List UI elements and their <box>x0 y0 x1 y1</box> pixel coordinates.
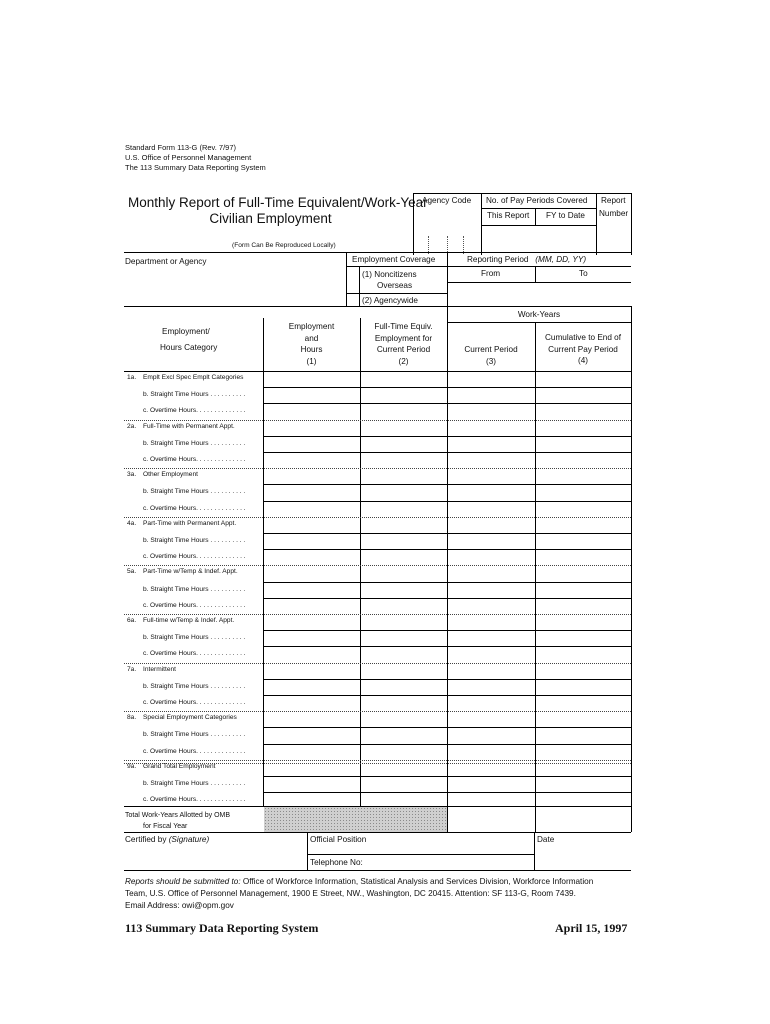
value-cell-col1[interactable] <box>264 696 359 710</box>
value-cell-col4[interactable] <box>536 421 630 435</box>
row-number: 6a. <box>127 617 137 624</box>
reproduce-note: (Form Can Be Reproduced Locally) <box>232 242 336 249</box>
fy-to-date-field[interactable] <box>536 226 595 254</box>
category-header-1: Employment/ <box>162 327 210 336</box>
value-cell-col2[interactable] <box>361 485 446 499</box>
value-cell-col1[interactable] <box>264 712 359 726</box>
value-cell-col4[interactable] <box>536 631 630 645</box>
value-cell-col1[interactable] <box>264 485 359 499</box>
value-cell-col1[interactable] <box>264 631 359 645</box>
value-cell-col2[interactable] <box>361 631 446 645</box>
straight-time-row: b. Straight Time Hours . . . . . . . . . . <box>143 780 246 787</box>
system-name: The 113 Summary Data Reporting System <box>125 163 266 172</box>
value-cell-col3[interactable] <box>448 728 534 742</box>
col1-header-4: (1) <box>306 356 317 366</box>
certified-by-label <box>125 835 209 844</box>
value-cell-col2[interactable] <box>361 372 446 386</box>
coverage-noncitizens-checkbox[interactable] <box>347 267 358 292</box>
value-cell-col3[interactable] <box>448 777 534 791</box>
value-cell-col3[interactable] <box>448 599 534 613</box>
this-report-label: This Report <box>487 211 530 220</box>
overtime-row: c. Overtime Hours. . . . . . . . . . . . . . <box>143 504 246 512</box>
value-cell-col1[interactable] <box>264 502 359 516</box>
value-cell-col3[interactable] <box>448 469 534 483</box>
value-cell-col2[interactable] <box>361 421 446 435</box>
overtime-row: c. Overtime Hours. . . . . . . . . . . . . . <box>143 407 246 415</box>
value-cell-col4[interactable] <box>536 615 630 629</box>
value-cell-col3[interactable] <box>448 712 534 726</box>
value-cell-col2[interactable] <box>361 761 446 775</box>
value-cell-col2[interactable] <box>361 550 446 564</box>
value-cell-col3[interactable] <box>448 388 534 402</box>
value-cell-col3[interactable] <box>448 453 534 467</box>
overtime-row: c. Overtime Hours. . . . . . . . . . . . . . <box>143 747 246 755</box>
overtime-row: c. Overtime Hours. . . . . . . . . . . . . . <box>143 553 246 561</box>
value-cell-col1[interactable] <box>264 421 359 435</box>
value-cell-col1[interactable] <box>264 469 359 483</box>
row-number: 7a. <box>127 665 137 673</box>
footer-date: April 15, 1997 <box>555 921 628 935</box>
row-label: Full-time w/Temp & Indef. Appt. <box>143 617 235 624</box>
col1-header-1: Employment <box>288 322 335 331</box>
row-label: Other Employment <box>143 471 198 479</box>
agency-code-label: Agency Code <box>422 196 472 205</box>
value-cell-col3[interactable] <box>448 502 534 516</box>
col1-header-3: Hours <box>300 345 323 354</box>
work-years-header: Work-Years <box>517 310 561 319</box>
value-cell-col4[interactable] <box>536 712 630 726</box>
value-cell-col1[interactable] <box>264 664 359 678</box>
value-cell-col2[interactable] <box>361 469 446 483</box>
value-cell-col4[interactable] <box>536 664 630 678</box>
certified-by-text: Certified by <box>125 835 167 844</box>
row-label: Emplt Excl Spec Emplt Categories <box>143 374 244 381</box>
overtime-row: c. Overtime Hours. . . . . . . . . . . . . . <box>143 601 246 609</box>
value-cell-col2[interactable] <box>361 728 446 742</box>
value-cell-col3[interactable] <box>448 404 534 418</box>
reporting-period-format: (MM, DD, YY) <box>535 255 587 264</box>
value-cell-col2[interactable] <box>361 777 446 791</box>
value-cell-col3[interactable] <box>448 680 534 694</box>
value-cell-col2[interactable] <box>361 680 446 694</box>
omb-label-2: for Fiscal Year <box>143 823 188 830</box>
value-cell-col3[interactable] <box>448 372 534 386</box>
row-number: 4a. <box>127 519 137 527</box>
submission-email: Email Address: owi@opm.gov <box>125 901 234 910</box>
value-cell-col1[interactable] <box>264 647 359 661</box>
value-cell-col1[interactable] <box>264 550 359 564</box>
value-cell-col4[interactable] <box>536 647 630 661</box>
value-cell-col2[interactable] <box>361 502 446 516</box>
value-cell-col1[interactable] <box>264 583 359 597</box>
value-cell-col4[interactable] <box>536 485 630 499</box>
submission-line1: Office of Workforce Information, Statistical Analysis and Services Division, Workforce Information <box>240 877 594 886</box>
col2-header-1: Full-Time Equiv. <box>374 322 433 331</box>
reporting-period-text: Reporting Period <box>467 255 529 264</box>
value-cell-col4[interactable] <box>536 728 630 742</box>
value-cell-col3[interactable] <box>448 647 534 661</box>
col2-header-4: (2) <box>398 356 409 366</box>
pay-periods-label: No. of Pay Periods Covered <box>486 196 588 205</box>
col4-header-1: Cumulative to End of <box>544 333 621 342</box>
submission-lead: Reports should be submitted to: <box>125 877 241 886</box>
value-cell-col4[interactable] <box>536 453 630 467</box>
value-cell-col2[interactable] <box>361 712 446 726</box>
straight-time-row: b. Straight Time Hours . . . . . . . . . . <box>143 634 246 642</box>
value-cell-col2[interactable] <box>361 534 446 548</box>
value-cell-col4[interactable] <box>536 680 630 694</box>
row-number: 1a. <box>127 374 137 381</box>
value-cell-col4[interactable] <box>536 502 630 516</box>
value-cell-col1[interactable] <box>264 777 359 791</box>
value-cell-col4[interactable] <box>536 777 630 791</box>
value-cell-col1[interactable] <box>264 388 359 402</box>
form-number: Standard Form 113-G (Rev. 7/97) <box>125 143 237 152</box>
straight-time-row: b. Straight Time Hours . . . . . . . . . . <box>143 439 246 447</box>
value-cell-col3[interactable] <box>448 631 534 645</box>
category-header-2: Hours Category <box>160 343 218 352</box>
value-cell-col1[interactable] <box>264 404 359 418</box>
value-cell-col3[interactable] <box>448 664 534 678</box>
row-number: 9a. <box>127 762 137 770</box>
row-label: Part-Time with Permanent Appt. <box>143 519 237 527</box>
value-cell-col4[interactable] <box>536 550 630 564</box>
value-cell-col2[interactable] <box>361 453 446 467</box>
fy-to-date-label: FY to Date <box>546 211 585 220</box>
straight-time-row: b. Straight Time Hours . . . . . . . . . . <box>143 391 246 399</box>
col1-header-2: and <box>304 333 319 343</box>
report-number-label: Report <box>601 196 626 205</box>
value-cell-col3[interactable] <box>448 421 534 435</box>
value-cell-col4[interactable] <box>536 372 630 386</box>
value-cell-col3[interactable] <box>448 534 534 548</box>
value-cell-col3[interactable] <box>448 761 534 775</box>
signature-field[interactable] <box>125 846 306 869</box>
value-cell-col3[interactable] <box>448 550 534 564</box>
coverage-option-1: (1) Noncitizens <box>362 270 417 279</box>
value-cell-col2[interactable] <box>361 696 446 710</box>
value-cell-col1[interactable] <box>264 453 359 467</box>
from-date-field[interactable] <box>448 283 534 305</box>
form-title-line1: Monthly Report of Full-Time Equivalent/Work-Year <box>128 195 428 210</box>
to-date-field[interactable] <box>536 283 630 305</box>
overtime-row: c. Overtime Hours. . . . . . . . . . . . . . <box>143 796 246 804</box>
value-cell-col4[interactable] <box>536 404 630 418</box>
value-cell-col2[interactable] <box>361 599 446 613</box>
value-cell-col1[interactable] <box>264 728 359 742</box>
value-cell-col4[interactable] <box>536 437 630 451</box>
value-cell-col1[interactable] <box>264 534 359 548</box>
col4-header-3: (4) <box>577 356 588 365</box>
col3-header-2: (3) <box>485 356 496 366</box>
row-label: Grand Total Employment <box>143 762 216 770</box>
coverage-option-1b: Overseas <box>377 281 413 290</box>
col2-header-3: Current Period <box>376 345 431 354</box>
omb-col4-field[interactable] <box>536 807 630 832</box>
to-label: To <box>579 269 588 278</box>
value-cell-col3[interactable] <box>448 583 534 597</box>
report-number-field[interactable] <box>597 222 630 254</box>
value-cell-col2[interactable] <box>361 583 446 597</box>
form-title-line2: Civilian Employment <box>209 211 332 226</box>
value-cell-col2[interactable] <box>361 388 446 402</box>
row-number: 3a. <box>127 471 137 479</box>
value-cell-col3[interactable] <box>448 696 534 710</box>
row-label: Special Employment Categories <box>143 714 237 722</box>
report-number-label-2: Number <box>599 209 629 218</box>
col4-header-2: Current Pay Period <box>548 344 618 354</box>
value-cell-col1[interactable] <box>264 680 359 694</box>
value-cell-col1[interactable] <box>264 599 359 613</box>
value-cell-col1[interactable] <box>264 437 359 451</box>
value-cell-col3[interactable] <box>448 518 534 532</box>
submission-line2: Team, U.S. Office of Personnel Management, 1900 E Street, NW., Washington, DC 20415. Attention: SF 113-G, Room 7439. <box>125 889 576 898</box>
value-cell-col2[interactable] <box>361 437 446 451</box>
col3-header-1: Current Period <box>464 345 518 354</box>
value-cell-col4[interactable] <box>536 534 630 548</box>
value-cell-col1[interactable] <box>264 761 359 775</box>
value-cell-col2[interactable] <box>361 647 446 661</box>
straight-time-row: b. Straight Time Hours . . . . . . . . . . <box>143 731 246 739</box>
value-cell-col4[interactable] <box>536 583 630 597</box>
value-cell-col4[interactable] <box>536 696 630 710</box>
department-field[interactable] <box>125 268 345 304</box>
value-cell-col2[interactable] <box>361 745 446 759</box>
this-report-field[interactable] <box>482 226 534 254</box>
official-position-label: Official Position <box>310 835 367 844</box>
overtime-row: c. Overtime Hours. . . . . . . . . . . . . . <box>143 650 246 658</box>
value-cell-col4[interactable] <box>536 599 630 613</box>
value-cell-col2[interactable] <box>361 404 446 418</box>
value-cell-col1[interactable] <box>264 566 359 580</box>
value-cell-col4[interactable] <box>536 388 630 402</box>
value-cell-col4[interactable] <box>536 761 630 775</box>
value-cell-col2[interactable] <box>361 615 446 629</box>
overtime-row: c. Overtime Hours. . . . . . . . . . . . . . <box>143 456 246 463</box>
row-number: 5a. <box>127 568 137 576</box>
from-label: From <box>481 269 501 278</box>
row-label: Part-Time w/Temp & Indef. Appt. <box>143 568 238 576</box>
value-cell-col3[interactable] <box>448 485 534 499</box>
row-number: 2a. <box>127 422 137 430</box>
department-label: Department or Agency <box>125 257 207 266</box>
straight-time-row: b. Straight Time Hours . . . . . . . . . . <box>143 488 246 496</box>
value-cell-col3[interactable] <box>448 437 534 451</box>
omb-label-1: Total Work-Years Allotted by OMB <box>125 812 231 819</box>
value-cell-col2[interactable] <box>361 664 446 678</box>
col2-header-2: Employment for <box>374 333 433 343</box>
value-cell-col3[interactable] <box>448 745 534 759</box>
straight-time-row: b. Straight Time Hours . . . . . . . . . . <box>143 682 246 690</box>
submission-note <box>125 876 625 912</box>
omb-col3-field[interactable] <box>448 807 534 832</box>
telephone-label: Telephone No: <box>310 858 363 867</box>
signature-text: (Signature) <box>168 835 210 844</box>
straight-time-row: b. Straight Time Hours . . . . . . . . . . <box>143 537 246 544</box>
value-cell-col4[interactable] <box>536 745 630 759</box>
value-cell-col1[interactable] <box>264 615 359 629</box>
value-cell-col4[interactable] <box>536 469 630 483</box>
value-cell-col4[interactable] <box>536 566 630 580</box>
value-cell-col1[interactable] <box>264 518 359 532</box>
value-cell-col3[interactable] <box>448 615 534 629</box>
value-cell-col1[interactable] <box>264 745 359 759</box>
coverage-label: Employment Coverage <box>352 255 436 264</box>
row-label: Full-Time with Permanent Appt. <box>143 422 235 430</box>
agency-name: U.S. Office of Personnel Management <box>125 153 252 162</box>
coverage-agencywide-checkbox[interactable] <box>347 294 358 305</box>
row-label: Intermittent <box>143 665 176 673</box>
overtime-row: c. Overtime Hours. . . . . . . . . . . . . . <box>143 699 246 706</box>
straight-time-row: b. Straight Time Hours . . . . . . . . . . <box>143 585 246 593</box>
coverage-option-2: (2) Agencywide <box>362 296 418 305</box>
date-label: Date <box>537 835 555 844</box>
value-cell-col1[interactable] <box>264 372 359 386</box>
omb-shaded-area <box>264 807 447 832</box>
row-number: 8a. <box>127 714 137 722</box>
value-cell-col2[interactable] <box>361 566 446 580</box>
reporting-period-label <box>467 255 586 264</box>
value-cell-col2[interactable] <box>361 518 446 532</box>
footer-system: 113 Summary Data Reporting System <box>125 921 319 935</box>
value-cell-col3[interactable] <box>448 566 534 580</box>
value-cell-col4[interactable] <box>536 518 630 532</box>
